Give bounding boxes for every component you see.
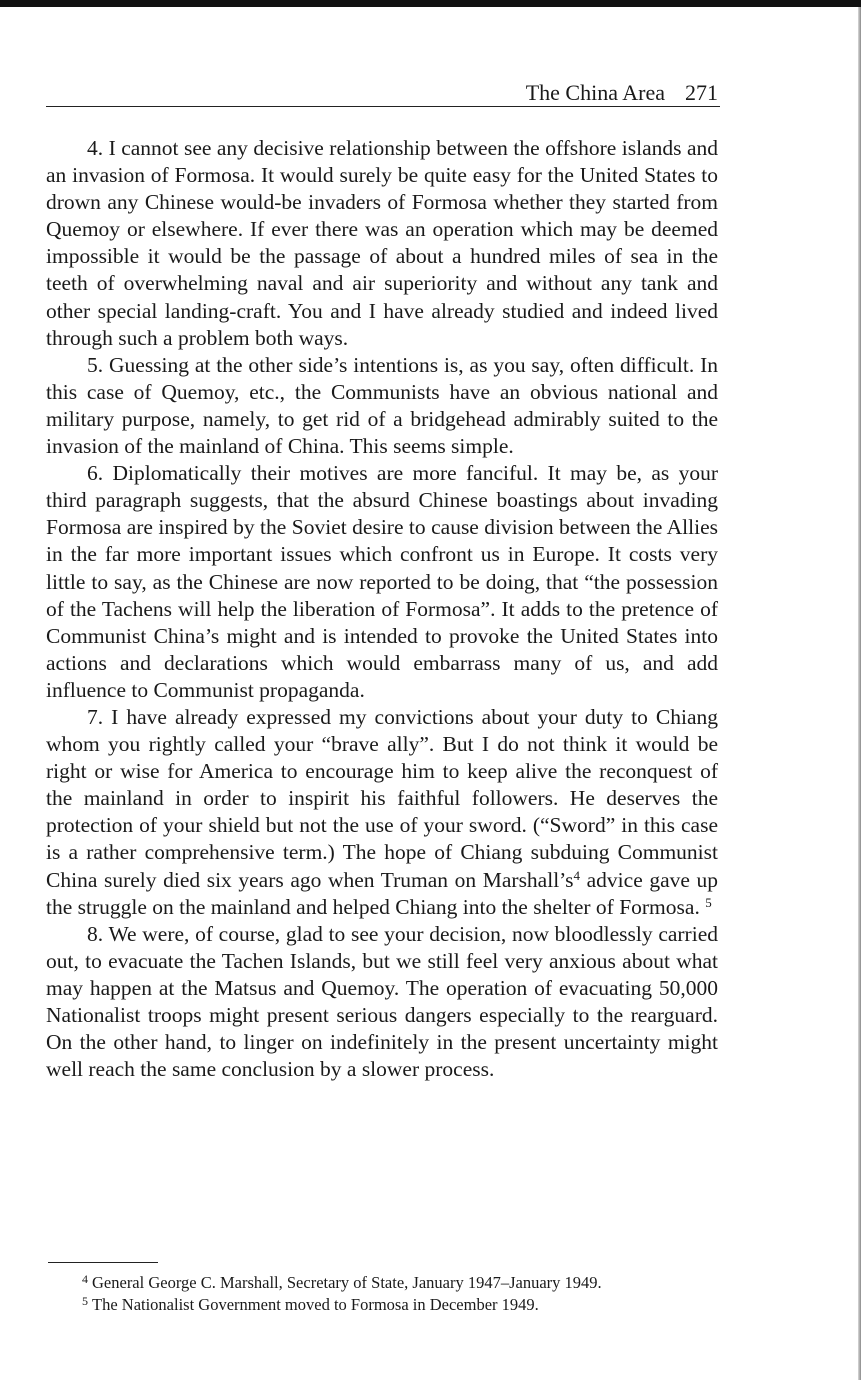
footnote-rule — [48, 1262, 158, 1263]
paragraph-text: advice gave up the struggle on the mainland and helped Chiang into the shelter of Formosa. — [46, 867, 719, 919]
footnote-mark: 4 — [82, 1272, 88, 1286]
paragraph-text: Diplomatically their motives are more fanciful. It may be, as your third paragraph suggests, that the absurd Chinese boastings about invading Formosa are inspired by the Soviet desire to cause division between the Allies in the far more important issues which confront us in Europe. It costs very little to say, as the Chinese are now reported to be doing, that “the possession of the Tachens will help the liberation of Formosa”. It adds to the pretence of Communist China’s might and is intended to provoke the United States into actions and declarations which would embarrass many of us, and add influence to Communist propaganda. — [46, 461, 719, 702]
paragraph-text: I have already expressed my convictions about your duty to Chiang whom you rightly called your “brave ally”. But I do not think it would be right or wise for America to encourage him to keep alive the reconquest of the mainland in order to inspirit his faithful followers. He deserves the protection of your shield but not the use of your sword. (“Sword” in this case is a rather comprehensive term.) The hope of Chiang subduing Communist China surely died six years ago when Truman on Marshall’s — [46, 704, 719, 892]
header-rule — [46, 106, 720, 107]
footnote-text: The Nationalist Government moved to Formosa in December 1949. — [92, 1295, 539, 1314]
footnote-4 — [46, 1272, 718, 1294]
paragraph-text: We were, of course, glad to see your decision, now bloodlessly carried out, to evacuate the Tachen Islands, but we still feel very anxious about what may happen at the Matsus and Quemoy. The operation of evacuating 50,000 Nationalist troops might present serious dangers especially to the rearguard. On the other hand, to linger on indefinitely in the present uncertainty might well reach the same conclusion by a slower process. — [46, 921, 718, 1082]
running-head-title: The China Area — [525, 80, 665, 105]
paragraph-8 — [46, 921, 718, 1084]
footnote-ref: 4 — [573, 867, 581, 883]
paragraph-number: 7. — [87, 704, 104, 729]
page-number: 271 — [685, 80, 718, 105]
paragraph-text: Guessing at the other side’s intentions is, as you say, often difficult. In this case of Quemoy, etc., the Communists have an obvious national and military purpose, namely, to get rid of a bridgehead admirably suited to the invasion of the mainland of China. This seems simple. — [46, 352, 719, 459]
paragraph-6 — [46, 460, 718, 704]
footnotes — [46, 1262, 718, 1316]
paragraph-5 — [46, 352, 718, 460]
footnote-ref: 5 — [705, 894, 712, 910]
paragraph-number: 8. — [87, 921, 104, 946]
paragraph-number: 4. — [87, 136, 104, 160]
footnote-text: General George C. Marshall, Secretary of State, January 1947–January 1949. — [92, 1273, 602, 1292]
paragraph-number: 6. — [87, 461, 104, 486]
scan-top-edge — [0, 0, 861, 7]
body-text — [46, 135, 718, 1083]
paragraph-number: 5. — [87, 352, 104, 377]
footnote-mark: 5 — [82, 1294, 88, 1308]
paragraph-4 — [46, 135, 718, 352]
paragraph-7 — [46, 704, 718, 921]
paragraph-text: I cannot see any decisive relationship between the offshore islands and an invasion of Formosa. It would surely be quite easy for the United States to drown any Chinese would-be invaders of Formosa whether they started from Quemoy or elsewhere. If ever there was an operation which may be deemed impossible it would be the passage of about a hundred miles of sea in the teeth of overwhelming naval and air superiority and without any tank and other special landing-craft. You and I have already studied and indeed lived through such a problem both ways. — [46, 136, 719, 350]
running-head — [46, 78, 718, 108]
footnote-5 — [46, 1294, 718, 1316]
